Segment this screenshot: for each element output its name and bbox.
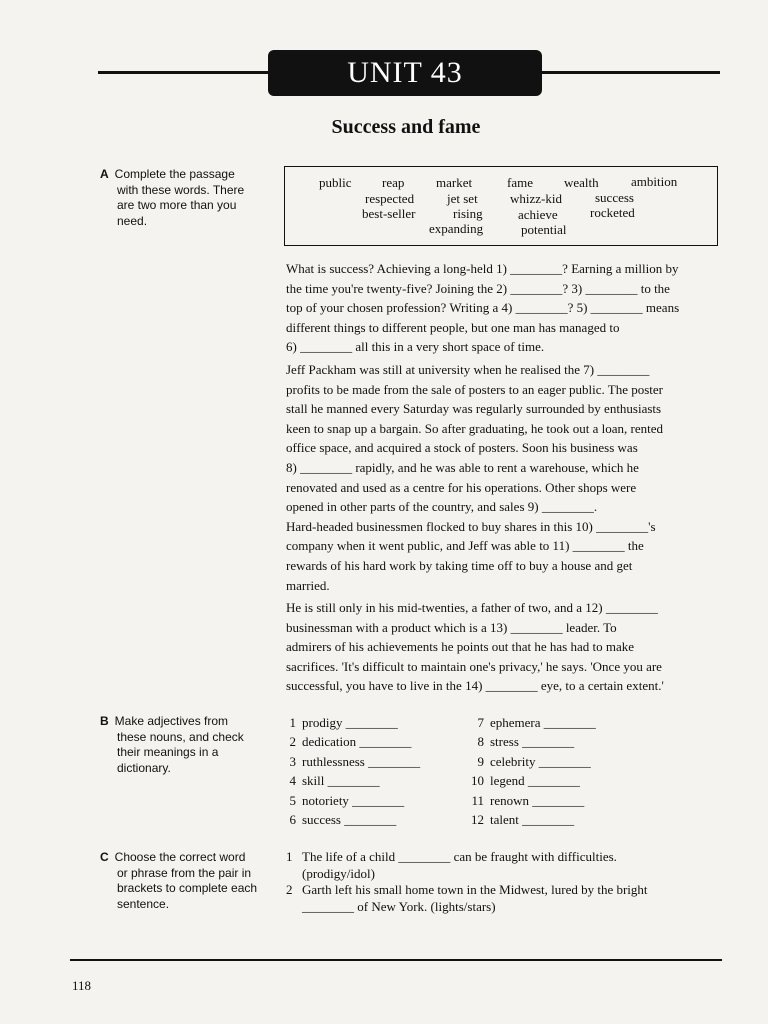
- instruction-line: with these words. There: [117, 182, 245, 197]
- instruction-line: need.: [117, 213, 148, 228]
- passage-line: He is still only in his mid-twenties, a father of two, and a 12) ________: [286, 600, 658, 616]
- unit-label: UNIT 43: [347, 56, 463, 89]
- list-item-continuation: (prodigy/idol): [302, 865, 375, 881]
- list-item: 2 Garth left his small home town in the Midwest, lured by the bright: [286, 882, 648, 897]
- word-item: potential: [521, 222, 567, 237]
- passage-line: married.: [286, 577, 330, 593]
- section-letter: A: [100, 167, 109, 181]
- passage-line: keen to snap up a bargain. So after graduating, he took out a loan, rented: [286, 420, 664, 436]
- passage: [286, 259, 722, 699]
- instruction-line: their meanings in a: [117, 745, 219, 759]
- list-item: 12 talent ________: [471, 812, 575, 828]
- instruction-line: are two more than you: [117, 198, 237, 212]
- instruction-line: brackets to complete each: [117, 881, 258, 895]
- passage-line: sacrifices. 'It's difficult to maintain one's privacy,' he says. 'Once you are: [286, 658, 662, 674]
- passage-paragraph: [286, 598, 722, 696]
- page-number: 118: [72, 978, 92, 993]
- list-item-continuation: ________ of New York. (lights/stars): [302, 898, 496, 914]
- section-letter: B: [100, 714, 109, 728]
- passage-line: successful, you have to live in the 14) ________ eye, to a certain extent.': [286, 678, 664, 694]
- word-item: achieve: [518, 207, 558, 222]
- passage-line: renovated and used as a centre for his operations. Other shops were: [286, 479, 637, 495]
- passage-paragraph: [286, 259, 722, 357]
- passage-line: admirers of his achievements he points out that he has had to make: [286, 639, 635, 655]
- word-item: best-seller: [362, 206, 416, 221]
- list-item: 1 prodigy ________: [289, 715, 398, 730]
- passage-line: rewards of his hard work by taking time off to buy a house and get: [286, 557, 633, 573]
- section-c-items: [286, 849, 726, 915]
- list-item: 7 ephemera ________: [477, 715, 596, 730]
- word-item: jet set: [447, 191, 478, 206]
- passage-line: 6) ________ all this in a very short space of time.: [286, 339, 545, 355]
- word-item: respected: [365, 191, 415, 206]
- passage-line: stall he manned every Saturday was regularly surrounded by enthusiasts: [286, 401, 662, 417]
- list-item: 6 success ________: [289, 812, 397, 828]
- passage-line: office space, and acquired a stock of posters. Soon his business was: [286, 440, 638, 456]
- list-item: 10 legend ________: [471, 773, 580, 789]
- instruction-line: sentence.: [117, 896, 170, 911]
- word-item: market: [436, 175, 473, 190]
- header-rule-right: [540, 71, 720, 74]
- page-title: Success and fame: [331, 116, 481, 138]
- word-item: expanding: [429, 221, 484, 236]
- passage-line: 8) ________ rapidly, and he was able to rent a warehouse, which he: [286, 459, 639, 475]
- passage-line: opened in other parts of the country, and sales 9) ________.: [286, 499, 598, 515]
- word-item: public: [319, 175, 352, 190]
- passage-line: Jeff Packham was still at university when he realised the 7) ________: [286, 361, 650, 377]
- list-item: 4 skill ________: [289, 773, 380, 789]
- passage-paragraph: [286, 360, 722, 595]
- word-item: rising: [453, 206, 483, 221]
- list-item: 9 celebrity ________: [477, 753, 591, 769]
- passage-line: the time you're twenty-five? Joining the 2) ________? 3) ________ to the: [286, 280, 670, 296]
- passage-line: Hard-headed businessmen flocked to buy shares in this 10) ________'s: [286, 518, 656, 534]
- passage-line: What is success? Achieving a long-held 1) ________? Earning a million by: [286, 261, 679, 276]
- list-item: 8 stress ________: [477, 734, 575, 750]
- passage-line: different things to different people, but one man has managed to: [286, 319, 620, 335]
- list-item: 11 renown ________: [471, 792, 585, 808]
- passage-line: profits to be made from the sale of posters to an eager public. The poster: [286, 381, 664, 397]
- instruction-line: these nouns, and check: [117, 729, 244, 744]
- word-item: success: [595, 190, 634, 205]
- instruction-line: B Make adjectives from: [100, 714, 229, 728]
- list-item: 1 The life of a child ________ can be fraught with difficulties.: [286, 849, 617, 864]
- section-letter: C: [100, 850, 109, 864]
- section-c-instruction: [100, 850, 258, 912]
- instruction-line: dictionary.: [117, 760, 171, 775]
- section-a-instruction: [100, 167, 258, 229]
- word-item: rocketed: [590, 205, 635, 220]
- footer-rule: [70, 959, 722, 961]
- instruction-line: or phrase from the pair in: [117, 865, 252, 880]
- passage-line: company when it went public, and Jeff was able to 11) ________ the: [286, 538, 644, 554]
- word-item: fame: [507, 175, 533, 190]
- header-rule-left: [98, 71, 270, 74]
- list-item: 3 ruthlessness ________: [289, 753, 421, 769]
- passage-line: top of your chosen profession? Writing a 4) ________? 5) ________ means: [286, 300, 680, 316]
- instruction-line: C Choose the correct word: [100, 850, 246, 864]
- word-item: reap: [382, 175, 405, 190]
- section-b-left-column: [280, 713, 420, 829]
- list-item: 2 dedication ________: [289, 734, 412, 750]
- instruction-line: A Complete the passage: [100, 167, 235, 181]
- section-b-right-column: [466, 713, 596, 829]
- unit-banner: [268, 50, 542, 96]
- list-item: 5 notoriety ________: [289, 792, 405, 808]
- word-item: wealth: [564, 175, 599, 190]
- word-item: ambition: [631, 174, 678, 189]
- passage-line: businessman with a product which is a 13) ________ leader. To: [286, 619, 617, 635]
- section-b-instruction: [100, 714, 258, 776]
- word-box: [284, 166, 718, 246]
- word-item: whizz-kid: [510, 191, 562, 206]
